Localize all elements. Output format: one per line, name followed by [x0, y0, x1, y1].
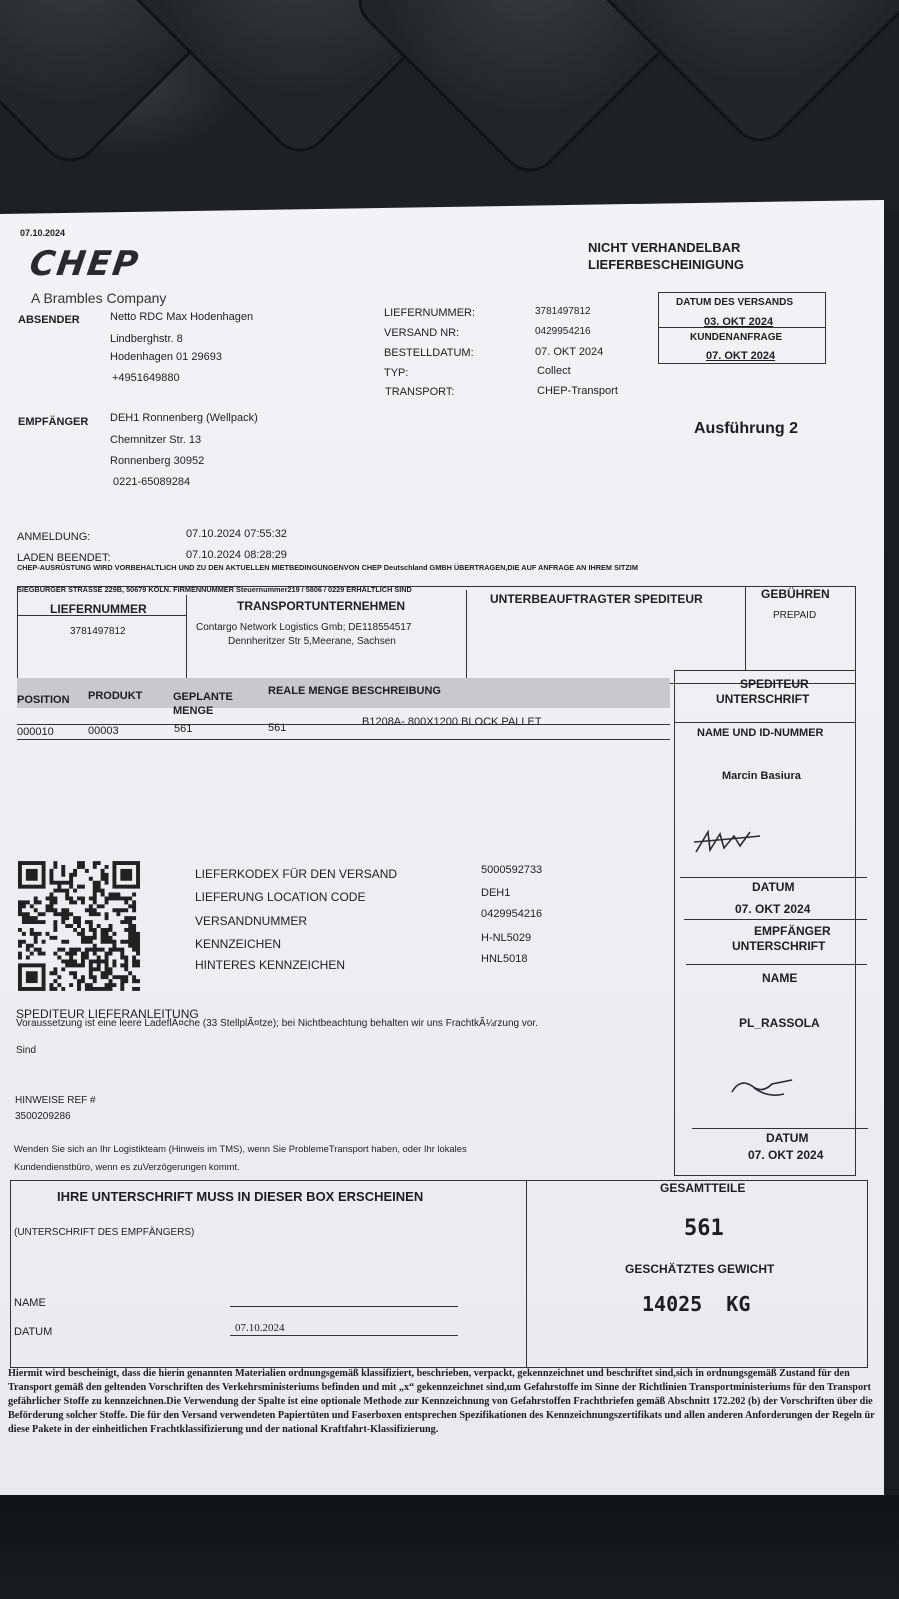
panel-divider	[692, 1128, 868, 1129]
item-planned: 561	[174, 723, 193, 735]
carrier-col-divider	[745, 586, 746, 670]
rear-plate: HNL5018	[481, 953, 528, 965]
carrier-sig-label-1: SPEDITEUR	[740, 677, 809, 691]
notice-line-1: CHEP-AUSRÜSTUNG WIRD VORBEHALTLICH UND ZU DEN AKTUELLEN MIETBEDINGUNGENVON CHEP Deutschland GMBH ÜBERTRAGEN,DIE AUF ANFRAGE AN IHREM SITZIM	[17, 563, 638, 572]
sender-name: Netto RDC Max Hodenhagen	[110, 311, 254, 323]
supplier-no-label: LIEFERNUMMER:	[384, 307, 476, 319]
carrier-col3-header: UNTERBEAUFTRAGTER SPEDITEUR	[490, 592, 703, 606]
plate-label: KENNZEICHEN	[195, 937, 282, 951]
carrier-date: 07. OKT 2024	[735, 902, 811, 916]
signature-box-subtitle: (UNTERSCHRIFT DES EMPFÄNGERS)	[14, 1227, 195, 1238]
signature-date: 07.10.2024	[235, 1322, 285, 1334]
notice-line-2: SIEGBURGER STRASSE 229B, 50679 KÖLN. FIRMENNUMMER Steuernummer219 / 5806 / 0229 ERHÄLTLICH SIND	[17, 585, 412, 594]
recipient-phone: 0221-65089284	[113, 476, 191, 488]
item-description: B1208A- 800X1200 BLOCK PALLET	[362, 716, 542, 728]
name-id-label: NAME UND ID-NUMMER	[697, 727, 824, 739]
total-parts: 561	[684, 1216, 724, 1241]
reference-value: 3500209286	[15, 1111, 71, 1122]
total-parts-label: GESAMTTEILE	[660, 1181, 746, 1195]
recipient-name-label: NAME	[762, 971, 798, 985]
carrier-name: Marcin Basiura	[722, 770, 801, 782]
recipient-sig-label-1: EMPFÄNGER	[754, 924, 831, 938]
leather-background-bottom	[0, 1495, 899, 1599]
type-value: Collect	[537, 365, 571, 377]
recipient-signature	[728, 1072, 798, 1102]
signature-box-title: IHRE UNTERSCHRIFT MUSS IN DIESER BOX ERSCHEINEN	[57, 1189, 424, 1204]
shipping-no-label: VERSAND NR:	[384, 327, 460, 339]
recipient-date: 07. OKT 2024	[748, 1148, 824, 1162]
signature-date-line	[230, 1335, 458, 1336]
shipping-number: 0429954216	[481, 908, 543, 920]
recipient-sig-label-2: UNTERSCHRIFT	[732, 939, 826, 953]
carrier-date-label: DATUM	[752, 880, 795, 894]
registration-label: ANMELDUNG:	[17, 531, 91, 543]
fees-value: PREPAID	[773, 610, 817, 621]
loaded-time: 07.10.2024 08:28:29	[186, 549, 287, 561]
type-label: TYP:	[384, 367, 409, 379]
carrier-col2-header: TRANSPORTUNTERNEHMEN	[237, 599, 405, 613]
item-product: 00003	[88, 725, 119, 737]
sender-label: ABSENDER	[18, 314, 80, 326]
signature-name-label: NAME	[14, 1297, 46, 1309]
carrier-col-divider	[466, 590, 467, 684]
sender-city: Hodenhagen 01 29693	[110, 351, 222, 363]
order-date-label: BESTELLDATUM:	[384, 347, 474, 359]
sender-phone: +4951649880	[112, 372, 180, 384]
items-header-planned: GEPLANTE MENGE	[173, 691, 233, 717]
chep-logo: CHEP	[27, 244, 143, 284]
shipping-number-label: VERSANDNUMMER	[195, 914, 308, 928]
fees-header: GEBÜHREN	[761, 587, 830, 601]
estimated-weight: 14025 KG	[642, 1292, 751, 1316]
carrier-col-divider	[186, 595, 187, 684]
leather-background	[0, 0, 899, 210]
contact-text-1: Wenden Sie sich an Ihr Logistikteam (Hinweis im TMS), wenn Sie ProblemeTransport haben, oder Ihr lokales	[14, 1143, 467, 1154]
items-header-position: POSITION	[17, 694, 70, 706]
loaded-label: LADEN BEENDET:	[17, 552, 111, 564]
ship-date-label: DATUM DES VERSANDS	[676, 297, 794, 308]
items-header-description: REALE MENGE BESCHREIBUNG	[268, 685, 441, 697]
panel-divider	[684, 919, 867, 920]
signature-totals-divider	[526, 1180, 527, 1368]
customer-request-label: KUNDENANFRAGE	[690, 332, 783, 343]
legal-certification-text: Hiermit wird bescheinigt, dass die hierin genannten Materialien ordnungsgemäß klassifiziert, beschrieben, verpackt, gekennzeichnet und beschriftet sind,sich in ordnungsgemäß Zustand für den Transport gemäß den geltenden Vorschriften des Verkehrsministeriums befinden und mit „x“ gekennzeichnet sind,um Gefahrstoffe im Sinne der Richtlinien Transportministeriums für den Transport gefährlicher Stoffe zu kennzeichnen.Die Verwendung der Spalte ist eine optionale Methode zur Kennzeichnung von Gefahrstoffen Frachtbriefen gemäß Abschnitt 172.202 (b) der Vorschriften über die Beförderung solcher Stoffe. Die für den Versand verwendeten Papiertüten und Faserboxen entsprechen Spezifikationen des Kennzeichnungszertifikats und allen anderen Anforderungen der Regeln ür diese Pakete in der einheitlichen Frachtklassifizierung und der national Kraftfahrt-Klassifizierung.	[8, 1368, 875, 1435]
supplier-no: 3781497812	[535, 306, 591, 317]
instructions-text: Voraussetzung ist eine leere LadeflÃ¤che (33 StellplÃ¤tze); bei Nichtbeachtung behalten wir uns FrachtkÃ¼rzung vor.	[16, 1018, 538, 1029]
ship-date: 03. OKT 2024	[704, 316, 774, 328]
carrier-col1-header: LIEFERNUMMER	[50, 602, 147, 616]
carrier-col2-value-2: Dennheritzer Str 5,Meerane, Sachsen	[228, 636, 396, 647]
instructions-text-2: Sind	[16, 1045, 37, 1056]
signature-name-line	[230, 1306, 458, 1307]
carrier-col1-value: 3781497812	[70, 626, 126, 637]
items-header-product: PRODUKT	[88, 690, 143, 702]
qr-finder-pattern	[18, 963, 46, 991]
shipping-no: 0429954216	[535, 326, 591, 337]
reference-label: HINWEISE REF #	[15, 1095, 96, 1106]
recipient-street: Chemnitzer Str. 13	[110, 434, 202, 446]
qr-finder-pattern	[18, 861, 46, 889]
recipient-city: Ronnenberg 30952	[110, 455, 205, 467]
panel-divider	[680, 877, 867, 878]
recipient-date-label: DATUM	[766, 1131, 809, 1145]
rear-plate-label: HINTERES KENNZEICHEN	[195, 958, 346, 972]
qr-finder-pattern	[112, 861, 140, 889]
transport-label: TRANSPORT:	[385, 386, 455, 398]
carrier-signature	[690, 822, 770, 862]
delivery-code-label: LIEFERKODEX FÜR DEN VERSAND	[195, 867, 398, 881]
recipient-name: DEH1 Ronnenberg (Wellpack)	[110, 412, 258, 424]
delivery-code: 5000592733	[481, 864, 543, 876]
plate: H-NL5029	[481, 932, 532, 944]
item-actual: 561	[268, 722, 287, 734]
doc-title-2: LIEFERBESCHEINIGUNG	[588, 257, 745, 272]
carrier-sig-label-2: UNTERSCHRIFT	[716, 692, 810, 706]
item-position: 000010	[17, 726, 54, 738]
panel-divider	[686, 964, 867, 965]
qr-code	[18, 860, 140, 992]
instructions-label: SPEDITEUR LIEFERANLEITUNG	[16, 1007, 199, 1021]
transport-value: CHEP-Transport	[537, 385, 618, 397]
customer-request-date: 07. OKT 2024	[706, 350, 776, 362]
logo-subtitle: A Brambles Company	[31, 290, 167, 306]
signature-date-label: DATUM	[14, 1326, 53, 1338]
contact-text-2: Kundendienstbüro, wenn es zuVerzögerungen kommt.	[14, 1161, 240, 1172]
sender-street: Lindberghstr. 8	[110, 333, 183, 345]
print-date: 07.10.2024	[20, 228, 66, 238]
location-code: DEH1	[481, 887, 511, 899]
items-row-line	[17, 739, 670, 740]
estimated-weight-label: GESCHÄTZTES GEWICHT	[625, 1262, 775, 1276]
recipient-name-value: PL_RASSOLA	[739, 1016, 820, 1030]
doc-title-1: NICHT VERHANDELBAR	[588, 240, 741, 255]
panel-divider	[674, 722, 856, 723]
registration-time: 07.10.2024 07:55:32	[186, 528, 287, 540]
carrier-col2-value-1: Contargo Network Logistics Gmb; DE118554517	[196, 622, 412, 633]
copy-label: Ausführung 2	[694, 420, 798, 437]
order-date: 07. OKT 2024	[535, 346, 604, 358]
location-code-label: LIEFERUNG LOCATION CODE	[195, 890, 366, 904]
recipient-label: EMPFÄNGER	[18, 416, 89, 428]
